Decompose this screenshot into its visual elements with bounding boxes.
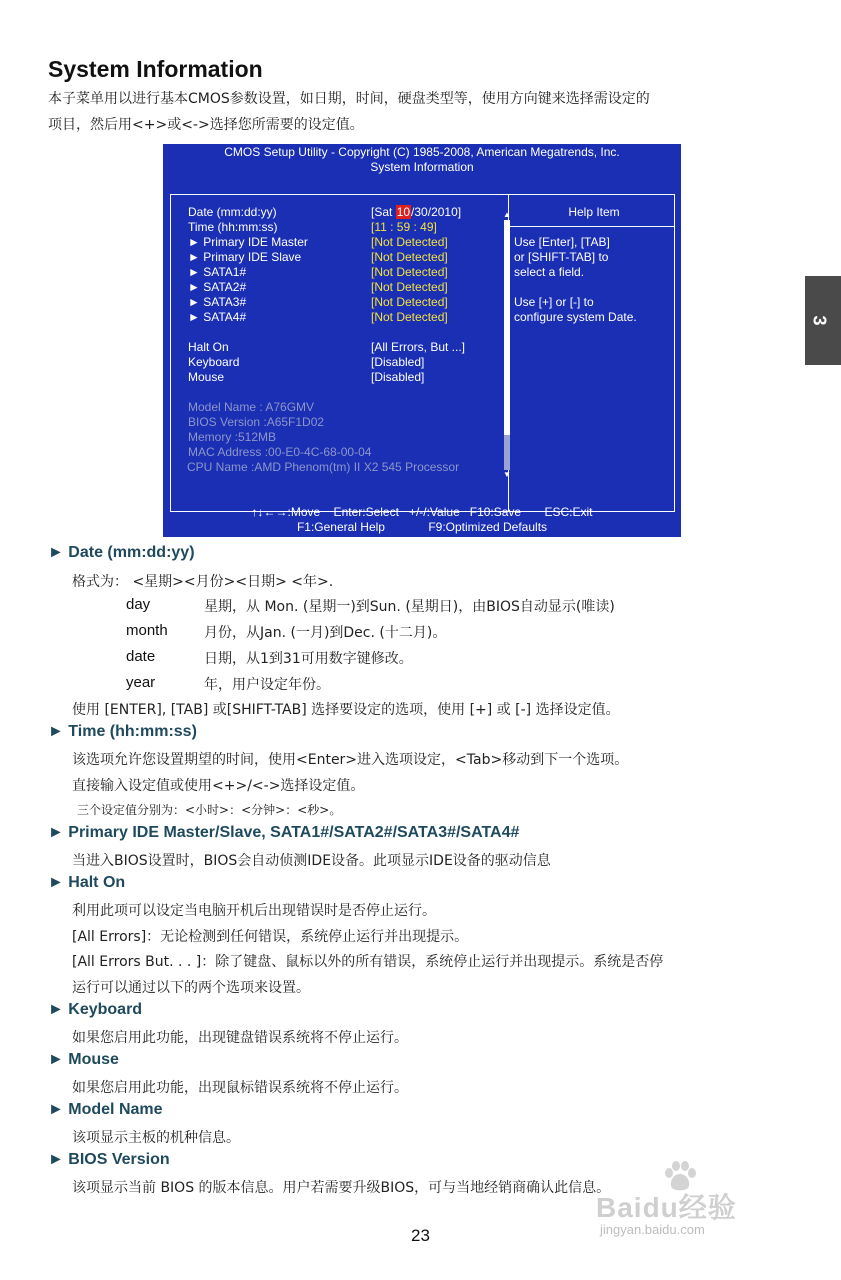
bios-version-line: 该项显示当前 BIOS 的版本信息。用户若需要升级BIOS，可与当地经销商确认此信息。 [72,1180,611,1196]
term-month: month [126,622,168,639]
bios-sata2-value: [Not Detected] [371,280,448,294]
bios-footer-keys-1: ↑↓←→:Move Enter:Select +/-/:Value F10:Save ESC:Exit [251,505,593,519]
intro-line-2: 项目，然后用<+>或<->选择您所需要的设定值。 [48,117,364,133]
halt-line-3: [All Errors But. . . ]：除了键盘、鼠标以外的所有错误，系统停止运行并出现提示。系统是否停 [72,954,664,970]
bios-header-copyright: CMOS Setup Utility - Copyright (C) 1985-2008, American Megatrends, Inc. [224,145,620,159]
bios-footer-keys-2: F1:General Help F9:Optimized Defaults [296,520,548,534]
bios-date-value[interactable] [371,205,461,219]
bios-scrollbar[interactable] [504,220,510,470]
chapter-tab [805,276,841,365]
bios-help-line-3: select a field. [514,265,585,279]
bios-help-separator [509,226,674,227]
time-line-1: 该选项允许您设置期望的时间，使用<Enter>进入选项设定，<Tab>移动到下一个选项。 [72,752,629,768]
term-day: day [126,596,151,613]
term-date: date [126,648,156,665]
bios-screenshot [163,144,681,537]
bios-keyboard-value[interactable]: [Disabled] [371,355,425,369]
watermark-url: jingyan.baidu.com [600,1222,705,1237]
bios-scroll-thumb[interactable] [504,220,510,435]
section-model-name-heading: ► Model Name [48,1101,163,1118]
scroll-down-arrow-icon[interactable]: ▼ [503,470,511,479]
bios-primary-ide-slave-value: [Not Detected] [371,250,448,264]
bios-help-line-6: configure system Date. [514,310,637,324]
bios-sata4-value: [Not Detected] [371,310,448,324]
bios-time-value[interactable]: [11 : 59 : 49] [371,220,437,234]
bios-halt-on-label[interactable]: Halt On [188,340,229,354]
bios-sata1-value: [Not Detected] [371,265,448,279]
page-title: System Information [48,56,263,82]
section-bios-version-heading: ► BIOS Version [48,1151,170,1168]
bios-date-label[interactable]: Date (mm:dd:yy) [188,205,277,219]
bios-halt-on-value[interactable]: [All Errors, But ...] [371,340,466,354]
bios-keyboard-label[interactable]: Keyboard [188,355,240,369]
bios-date-suffix: /30/2010] [411,205,462,219]
halt-line-1: 利用此项可以设定当电脑开机后出现错误时是否停止运行。 [72,903,436,919]
bios-info-model-name: Model Name : A76GMV [188,400,315,414]
bios-sata4-label[interactable]: ► SATA4# [188,310,247,324]
bios-header-title: System Information [370,160,474,174]
term-date-desc: 日期，从1到31可用数字键修改。 [204,651,413,667]
bios-info-memory: Memory :512MB [188,430,277,444]
model-name-line: 该项显示主板的机种信息。 [72,1130,240,1146]
mouse-line: 如果您启用此功能，出现鼠标错误系统将不停止运行。 [72,1080,408,1096]
section-ide-heading: ► Primary IDE Master/Slave, SATA1#/SATA2#/SATA3#/SATA4# [48,824,520,841]
bios-primary-ide-master-value: [Not Detected] [371,235,448,249]
intro-line-1: 本子菜单用以进行基本CMOS参数设置，如日期，时间，硬盘类型等，使用方向键来选择需设定的 [48,91,650,107]
keyboard-line: 如果您启用此功能，出现键盘错误系统将不停止运行。 [72,1030,408,1046]
bios-mouse-label[interactable]: Mouse [188,370,225,384]
bios-help-title: Help Item [568,205,620,219]
bios-primary-ide-master-label[interactable]: ► Primary IDE Master [188,235,308,249]
bios-sata3-label[interactable]: ► SATA3# [188,295,247,309]
bios-date-prefix: [Sat [371,205,396,219]
bios-help-line-1: Use [Enter], [TAB] [514,235,610,249]
bios-info-cpu-name: CPU Name :AMD Phenom(tm) II X2 545 Processor [187,460,460,474]
time-line-small: 三个设定值分别为：<小时>：<分钟>：<秒>。 [77,803,342,817]
bios-info-mac-address: MAC Address :00-E0-4C-68-00-04 [188,445,372,459]
time-line-2: 直接输入设定值或使用<+>/<->选择设定值。 [72,778,365,794]
section-mouse-heading: ► Mouse [48,1051,119,1068]
watermark-brand: Baidu经验 [596,1192,737,1223]
section-date-heading: ► Date (mm:dd:yy) [48,544,195,561]
bios-frame [170,194,675,512]
chapter-tab-label: 3 [809,315,830,326]
halt-line-4: 运行可以通过以下的两个选项来设置。 [72,980,310,996]
section-keyboard-heading: ► Keyboard [48,1001,143,1018]
ide-line: 当进入BIOS设置时，BIOS会自动侦测IDE设备。此项显示IDE设备的驱动信息 [72,853,551,869]
bios-date-month-highlight[interactable]: 10 [396,205,411,219]
term-year-desc: 年，用户设定年份。 [204,677,330,693]
bios-sata2-label[interactable]: ► SATA2# [188,280,247,294]
halt-line-2: [All Errors]：无论检测到任何错误，系统停止运行并出现提示。 [72,929,469,945]
bios-primary-ide-slave-label[interactable]: ► Primary IDE Slave [188,250,302,264]
bios-sata3-value: [Not Detected] [371,295,448,309]
term-day-desc: 星期，从 Mon. (星期一)到Sun. (星期日)，由BIOS自动显示(唯读) [204,599,615,615]
page-number: 23 [411,1226,430,1245]
term-year: year [126,674,156,691]
date-usage-line: 使用 [ENTER], [TAB] 或[SHIFT-TAB] 选择要设定的选项，使用 [+] 或 [-] 选择设定值。 [72,702,620,718]
bios-scroll-lower [504,435,510,470]
date-format-line: 格式为： <星期><月份><日期> <年>. [72,574,334,590]
bios-help-line-5: Use [+] or [-] to [514,295,594,309]
bios-mouse-value[interactable]: [Disabled] [371,370,425,384]
term-month-desc: 月份，从Jan. (一月)到Dec. (十二月)。 [204,625,447,641]
scroll-up-arrow-icon[interactable]: ▲ [503,210,511,219]
section-time-heading: ► Time (hh:mm:ss) [48,723,197,740]
bios-sata1-label[interactable]: ► SATA1# [188,265,247,279]
bios-time-label[interactable]: Time (hh:mm:ss) [188,220,278,234]
bios-info-bios-version: BIOS Version :A65F1D02 [188,415,325,429]
section-halt-on-heading: ► Halt On [48,874,126,891]
bios-help-line-2: or [SHIFT-TAB] to [514,250,609,264]
